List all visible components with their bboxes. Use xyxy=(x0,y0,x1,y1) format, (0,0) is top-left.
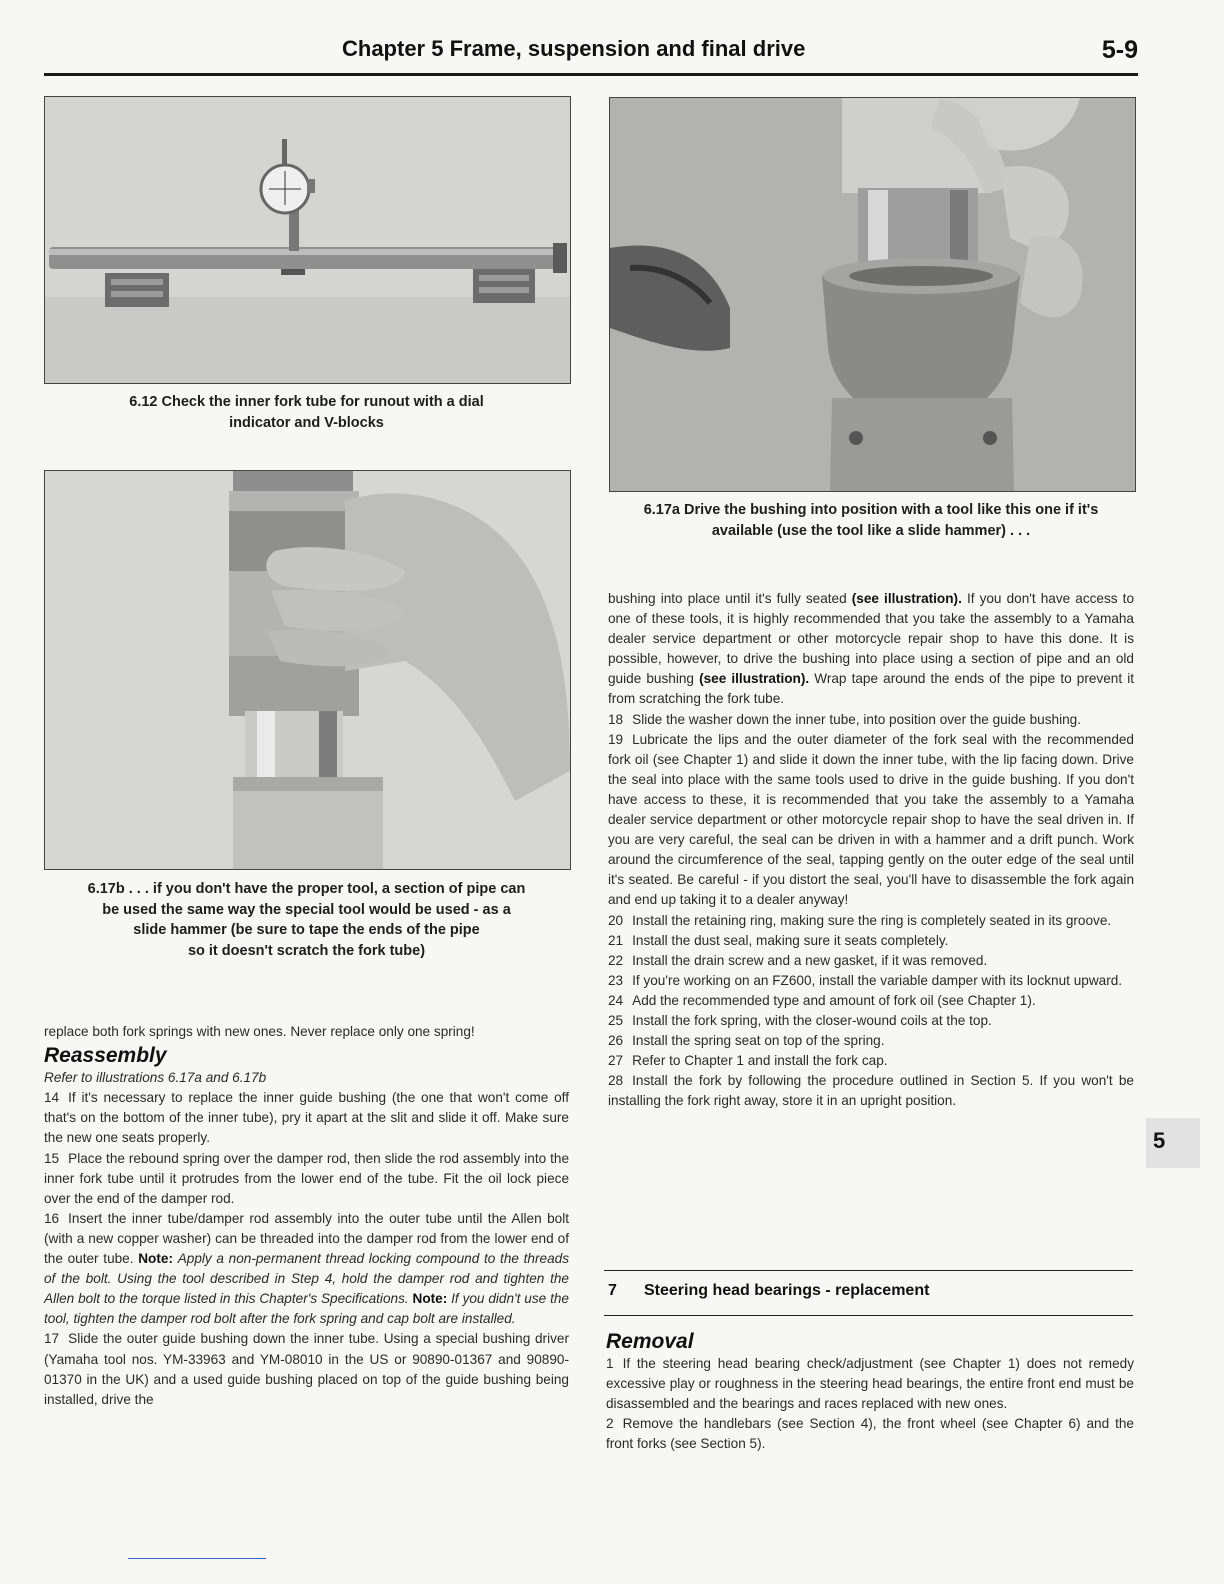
step-number: 1 xyxy=(606,1356,614,1372)
step-number: 19 xyxy=(608,731,624,747)
step-22 xyxy=(608,951,1134,971)
step-number: 18 xyxy=(608,711,624,727)
step-2 xyxy=(606,1414,1134,1454)
caption-line: 6.12 Check the inner fork tube for runout with a dial xyxy=(129,394,484,410)
step-number: 14 xyxy=(44,1090,60,1106)
step-24 xyxy=(608,991,1134,1011)
caption-line: be used the same way the special tool would be used - as a xyxy=(102,901,511,918)
text-run: bushing into place until it's fully seated xyxy=(608,591,847,606)
footer-link-line xyxy=(128,1558,266,1559)
caption-line: available (use the tool like a slide hammer) . . . xyxy=(711,523,1031,539)
step-text: Slide the outer guide bushing down the inner tube. Using a special bushing driver (Yamaha tool nos. YM-33963 and YM-08010 in the US or 90890-01367 and 90890-01370 in the UK) and a used guide bushing placed on top of the guide bushing being installed, drive the xyxy=(44,1331,569,1407)
figure-caption-6-12 xyxy=(44,392,569,434)
header-rule xyxy=(44,73,1138,76)
photo-bushing-driver xyxy=(609,97,1136,492)
step-number: 2 xyxy=(606,1416,614,1432)
step-17 xyxy=(44,1329,569,1409)
step-text: Refer to Chapter 1 and install the fork cap. xyxy=(632,1053,888,1069)
step-number: 26 xyxy=(608,1033,624,1049)
step-number: 27 xyxy=(608,1053,624,1069)
step-25 xyxy=(608,1011,1134,1031)
right-column-text xyxy=(608,589,1134,1111)
step-16 xyxy=(44,1209,569,1330)
paragraph-continued xyxy=(608,589,1134,710)
heading-reassembly: Reassembly xyxy=(44,1044,167,1068)
step-number: 17 xyxy=(44,1331,60,1347)
caption-line: 6.17a Drive the bushing into position with a tool like this one if it's xyxy=(643,502,1099,518)
step-number: 24 xyxy=(608,992,624,1008)
note-label: Note: xyxy=(138,1251,173,1267)
step-21 xyxy=(608,931,1134,951)
note-label: Note: xyxy=(412,1291,448,1307)
note-text: Apply a non-permanent thread locking compound to the threads of the bolt. Using the tool described in Step 4, hold the damper rod and tighten the Allen bolt to the torque listed in this Chapter's Specifications. xyxy=(44,1251,569,1307)
step-18 xyxy=(608,710,1134,730)
section-title: Steering head bearings - replacement xyxy=(644,1282,930,1299)
step-number: 22 xyxy=(608,952,624,968)
step-number: 28 xyxy=(608,1073,624,1089)
step-number: 20 xyxy=(608,912,624,928)
step-28 xyxy=(608,1071,1134,1111)
step-text: Remove the handlebars (see Section 4), the front wheel (see Chapter 6) and the front forks (see Section 5). xyxy=(606,1416,1134,1452)
step-15 xyxy=(44,1149,569,1209)
photo-fork-tube-runout xyxy=(44,96,571,384)
step-text: Place the rebound spring over the damper rod, then slide the rod assembly into the inner fork tube until it protrudes from the lower end of the tube. Fit the oil lock piece over the end of the damper rod. xyxy=(44,1150,569,1206)
step-26 xyxy=(608,1031,1134,1051)
caption-line: 6.17b . . . if you don't have the proper tool, a section of pipe can xyxy=(87,881,526,897)
step-text: Lubricate the lips and the outer diameter of the fork seal with the recommended fork oil (see Chapter 1) and slide it down the inner tube, with the lip facing down. Drive the seal into place with the same tools used to drive in the guide bushing. If you don't have access to these, it is recommended that you take the assembly to a Yamaha dealer service department or other motorcycle repair shop to have the seal driven in. If you are very careful, the seal can be driven in with a hammer and a drift punch. Work around the circumference of the seal, tapping gently on the outer edge of the seal until it's seated. Be careful - if you distort the seal, you'll have to disassemble the fork again and end up taking it to a dealer anyway! xyxy=(608,731,1134,908)
chapter-title: Chapter 5 Frame, suspension and final drive xyxy=(342,36,806,61)
step-27 xyxy=(608,1051,1134,1071)
section-number: 7 xyxy=(608,1282,617,1299)
step-text: Install the dust seal, making sure it seats completely. xyxy=(632,932,949,948)
tab-label: 5 xyxy=(1153,1128,1166,1153)
step-20 xyxy=(608,911,1134,931)
left-column-text xyxy=(44,1022,569,1410)
step-number: 23 xyxy=(608,972,624,988)
step-23 xyxy=(608,971,1134,991)
figure-caption-6-17b xyxy=(44,879,569,961)
step-text: Install the retaining ring, making sure the ring is completely seated in its groove. xyxy=(632,912,1112,928)
step-text: If it's necessary to replace the inner guide bushing (the one that won't come off that's on the bottom of the inner tube), pry it apart at the slit and slide it off. Make sure the new one seats properly. xyxy=(44,1090,569,1146)
step-1 xyxy=(606,1354,1134,1414)
photo-pipe-slide-hammer xyxy=(44,470,571,870)
step-number: 21 xyxy=(608,932,624,948)
step-text: Install the fork by following the procedure outlined in Section 5. If you won't be installing the fork right away, store it in an upright position. xyxy=(608,1073,1134,1109)
page-number: 5-9 xyxy=(1101,36,1138,64)
chapter-side-tab xyxy=(1146,1118,1200,1168)
step-text: Install the fork spring, with the closer-wound coils at the top. xyxy=(632,1012,992,1028)
step-text: If the steering head bearing check/adjustment (see Chapter 1) does not remedy excessive play or roughness in the steering head bearings, the entire front end must be disassembled and the bearings and races replaced with new ones. xyxy=(606,1356,1134,1412)
section-heading-box xyxy=(604,1270,1133,1316)
step-number: 16 xyxy=(44,1210,60,1226)
caption-line: so it doesn't scratch the fork tube) xyxy=(187,942,426,959)
caption-line: slide hammer (be sure to tape the ends of the pipe xyxy=(133,922,480,938)
step-text: Install the drain screw and a new gasket, if it was removed. xyxy=(632,952,988,968)
paragraph: replace both fork springs with new ones. Never replace only one spring! xyxy=(44,1024,475,1039)
step-text: Add the recommended type and amount of fork oil (see Chapter 1). xyxy=(632,992,1036,1008)
text-run: Wrap tape around the ends of the pipe to prevent it from scratching the fork tube. xyxy=(608,671,1134,707)
removal-text xyxy=(606,1328,1134,1455)
step-number: 15 xyxy=(44,1150,60,1166)
step-text: If you're working on an FZ600, install the variable damper with its locknut upward. xyxy=(632,972,1123,988)
step-text: Slide the washer down the inner tube, into position over the guide bushing. xyxy=(632,711,1082,727)
text-run: If you don't have access to one of these tools, it is highly recommended that you take the assembly to a Yamaha dealer service department or other motorcycle repair shop to have this done. It is possible, however, to drive the bushing into place using a section of pipe and an old guide bushing xyxy=(608,591,1135,687)
removal-steps xyxy=(606,1354,1134,1454)
caption-line: indicator and V-blocks xyxy=(229,415,384,431)
step-19 xyxy=(608,730,1134,911)
illustration-ref: (see illustration). xyxy=(851,591,962,606)
step-14 xyxy=(44,1088,569,1148)
page-header xyxy=(44,36,1138,74)
illustration-ref: (see illustration). xyxy=(699,671,810,687)
figure-caption-6-17a xyxy=(604,500,1138,542)
note-text: If you didn't use the tool, tighten the damper rod bolt after the fork spring and cap bolt are installed. xyxy=(44,1291,569,1327)
step-text: Insert the inner tube/damper rod assembly into the outer tube until the Allen bolt (with a new copper washer) can be threaded into the damper rod from the lower end of the outer tube. xyxy=(44,1210,569,1267)
heading-removal: Removal xyxy=(606,1330,694,1353)
step-text: Install the spring seat on top of the spring. xyxy=(632,1033,885,1049)
steps-list xyxy=(608,710,1134,1112)
illustration-reference: Refer to illustrations 6.17a and 6.17b xyxy=(44,1070,267,1086)
step-number: 25 xyxy=(608,1012,624,1028)
